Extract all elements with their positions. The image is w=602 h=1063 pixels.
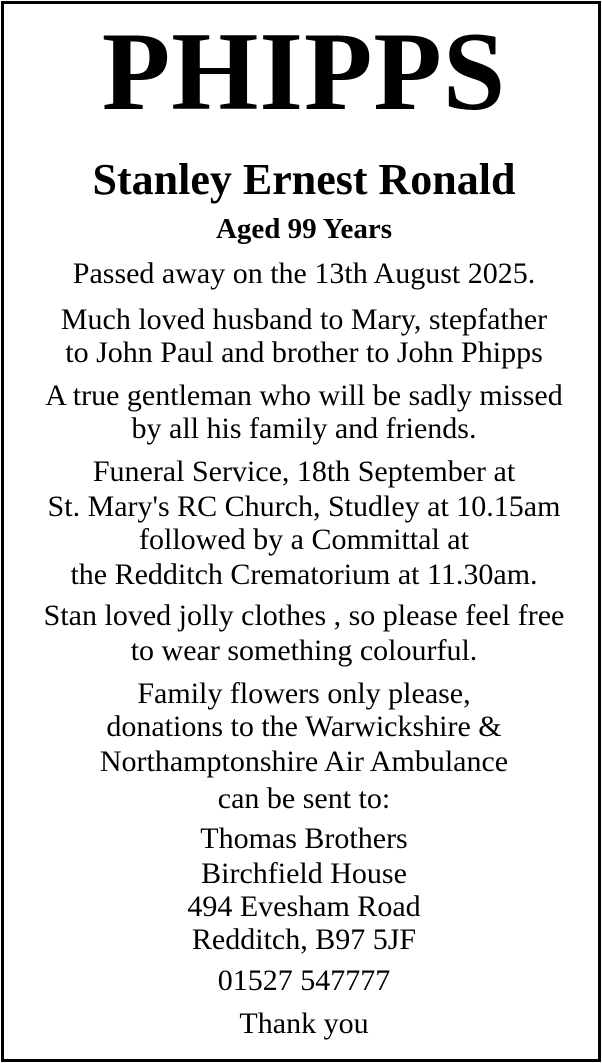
address-line: Thomas Brothers	[200, 822, 408, 855]
funeral-line: followed by a Committal at	[139, 523, 469, 556]
address-line: Redditch, B97 5JF	[191, 923, 417, 956]
donations-line: Family flowers only please,	[137, 677, 471, 710]
donations-line: can be sent to:	[217, 782, 391, 815]
address-line: 494 Evesham Road	[187, 890, 421, 923]
remembrance-line: A true gentleman who will be sadly missed	[45, 379, 563, 412]
phone-number: 01527 547777	[217, 964, 391, 997]
passed-away-line: Passed away on the 13th August 2025.	[72, 257, 536, 290]
death-notice	[1, 1, 601, 1062]
funeral-line: the Redditch Crematorium at 11.30am.	[70, 558, 538, 591]
dress-request-line: Stan loved jolly clothes , so please feel free	[43, 599, 565, 632]
address-line: Birchfield House	[201, 857, 407, 890]
donations-line: donations to the Warwickshire &	[106, 710, 502, 743]
funeral-line: St. Mary's RC Church, Studley at 10.15am	[47, 490, 561, 523]
full-name: Stanley Ernest Ronald	[92, 155, 516, 204]
tribute-line: Much loved husband to Mary, stepfather	[60, 303, 548, 336]
dress-request-line: to wear something colourful.	[130, 634, 478, 667]
tribute-line: to John Paul and brother to John Phipps	[65, 336, 543, 369]
closing-line: Thank you	[239, 1007, 369, 1040]
remembrance-line: by all his family and friends.	[131, 412, 477, 445]
funeral-line: Funeral Service, 18th September at	[92, 455, 516, 488]
surname-heading: PHIPPS	[101, 10, 507, 134]
donations-line: Northamptonshire Air Ambulance	[99, 745, 509, 778]
age-line: Aged 99 Years	[215, 213, 393, 245]
